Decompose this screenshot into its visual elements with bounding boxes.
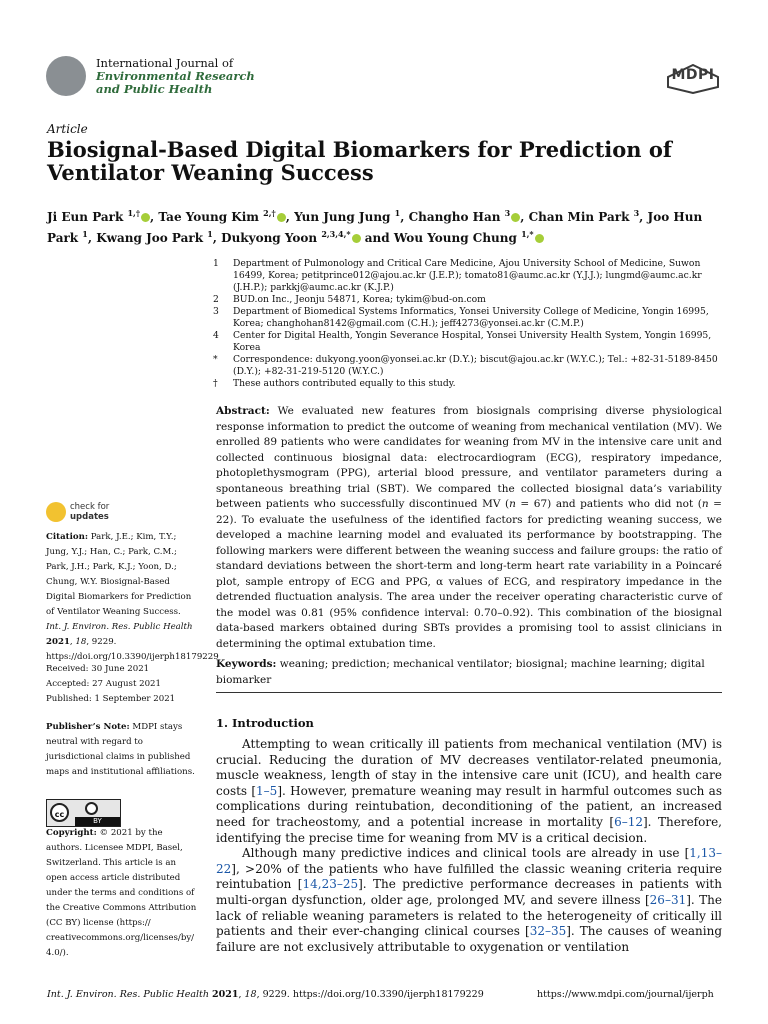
affiliations xyxy=(213,258,728,390)
section-body xyxy=(216,737,722,955)
citation-doi[interactable]: , 9229. https://doi.org/10.3390/ijerph18179229 xyxy=(46,637,219,662)
affiliation-text: Department of Pulmonology and Critical Care Medicine, Ajou University School of Medicine, Suwon 16499, Korea; petitprince012@ajou.ac.kr (J.E.P.); tomato81@aumc.ac.kr (Y.J.J.); lungmd@aumc.ac.kr (J.H.P.); parkkj@aumc.ac.kr (K.J.P.) xyxy=(233,258,702,293)
cc-icon: cc xyxy=(50,803,69,822)
check-updates-label xyxy=(70,503,130,522)
affiliation-text: These authors contributed equally to this study. xyxy=(233,378,456,389)
journal-name-line3: and Public Health xyxy=(96,82,213,96)
text-run: ], >20% of the patients who have fulfilled the classic weaning criteria require reintubation [ xyxy=(216,861,722,892)
author-name: Yun Jung Jung $^1$ xyxy=(294,208,401,224)
footer-journal: Int. J. Environ. Res. Public Health xyxy=(47,989,209,1000)
abstract xyxy=(216,404,722,652)
author-name: Tae Young Kim $^{2,\dagger}$ xyxy=(158,210,285,224)
affiliation-marker: † xyxy=(213,378,218,389)
section-divider xyxy=(216,692,722,693)
author-affiliation-marker: 1,* xyxy=(521,229,534,239)
abstract-label: Abstract: xyxy=(216,405,270,417)
publisher-note-text: MDPI stays neutral with regard to jurisdictional claims in published maps and institutional affiliations. xyxy=(46,722,195,777)
mdpi-logo xyxy=(666,64,720,94)
citation-link[interactable]: 14,23–25 xyxy=(302,877,359,892)
copyright-text: © 2021 by the authors. Licensee MDPI, Basel, Switzerland. This article is an open access article distributed under the terms and conditions of the Creative Commons Attribution (CC BY) license (https:// creativecommons.org/licenses/by/ 4.0/). xyxy=(46,828,197,958)
orcid-icon[interactable] xyxy=(535,234,544,243)
affiliation-row xyxy=(213,378,728,390)
citation-volume: 18 xyxy=(75,637,87,647)
affiliation-text: BUD.on Inc., Jeonju 54871, Korea; tykim@bud-on.com xyxy=(233,294,486,305)
citation-link[interactable]: 1,13–22 xyxy=(216,846,722,876)
author-affiliation-marker: 2,† xyxy=(263,208,276,218)
footer-citation: Int. J. Environ. Res. Public Health 2021, 18, 9229. https://doi.org/10.3390/ijerph18179229 xyxy=(47,989,484,1000)
mdpi-logo-text: MDPI xyxy=(671,67,715,83)
affiliation-row xyxy=(213,258,728,294)
author-name: Joo Hun Park $^1$ xyxy=(47,210,703,245)
author-name: Wou Young Chung $^{1,*}$ xyxy=(394,231,544,245)
affiliation-marker: 3 xyxy=(213,306,219,317)
journal-name-line1: International Journal of xyxy=(96,56,234,70)
citation-text: Park, J.E.; Kim, T.Y.; Jung, Y.J.; Han, C.; Park, C.M.; Park, J.H.; Park, K.J.; Yoon, D.; Chung, W.Y. Biosignal-Based Digital Biomarkers for Prediction of Ventilator Weaning Success. xyxy=(46,532,192,617)
text-run: ]. The lack of reliable weaning parameters is related to the heterogeneity of critically ill patients and their ever-changing clinical courses [ xyxy=(216,892,722,939)
affiliation-marker: 2 xyxy=(213,294,219,305)
author-name: Changho Han $^3$ xyxy=(409,210,521,224)
author-affiliation-marker: 1 xyxy=(207,229,213,239)
article-type: Article xyxy=(47,122,88,136)
author-name: Kwang Joo Park $^1$ xyxy=(96,229,213,245)
orcid-icon[interactable] xyxy=(277,213,286,222)
copyright-label: Copyright: xyxy=(46,828,97,838)
text-run: Attempting to wean critically ill patients from mechanical ventilation (MV) is crucial. Reducing the duration of MV decreases ventilator-related pneumonia, muscle weakness, length of stay in the intensive care unit (ICU), and health care costs [ xyxy=(216,737,722,798)
citation-block: Citation: Park, J.E.; Kim, T.Y.; Jung, Y.J.; Han, C.; Park, C.M.; Park, J.H.; Park, K.J.; Yoon, D.; Chung, W.Y. Biosignal-Based Digital Biomarkers for Prediction of Ventilator Weaning Success. Int. J. Environ. Res. Public Health 2021, 18, 9229. https://doi.org/10.3390/ijerph18179229 xyxy=(46,532,219,662)
cc-by-license-icon[interactable] xyxy=(46,799,121,827)
citation-link[interactable]: 6–12 xyxy=(614,814,643,829)
author-affiliation-marker: 3 xyxy=(633,208,640,218)
publisher-note xyxy=(46,720,198,780)
author-name: Chan Min Park $^3$ xyxy=(528,208,640,224)
orcid-icon[interactable] xyxy=(352,234,361,243)
keywords-label: Keywords: xyxy=(216,658,277,670)
affiliation-text: Correspondence: dukyong.yoon@yonsei.ac.kr (D.Y.); biscut@ajou.ac.kr (W.Y.C.); Tel.: +82-31-5189-8450 (D.Y.); +82-31-219-5120 (W.Y.C.) xyxy=(233,354,718,377)
citation-link[interactable]: 1–5 xyxy=(256,783,278,798)
citation-journal: Int. J. Environ. Res. Public Health xyxy=(46,622,193,632)
author-name: Ji Eun Park $^{1,\dagger}$ xyxy=(47,210,150,224)
footer-doi[interactable]: , 9229. https://doi.org/10.3390/ijerph18179229 xyxy=(256,989,484,1000)
paragraph xyxy=(216,737,722,846)
keywords-text: weaning; prediction; mechanical ventilator; biosignal; machine learning; digital biomarker xyxy=(216,658,705,686)
author-name: Dukyong Yoon $^{2,3,4,*}$ xyxy=(221,231,360,245)
author-affiliation-marker: 3 xyxy=(504,208,511,218)
affiliation-row xyxy=(213,354,728,378)
check-updates-icon xyxy=(46,502,66,522)
author-affiliation-marker: 1 xyxy=(82,229,88,239)
affiliation-text: Center for Digital Health, Yongin Severance Hospital, Yonsei University Health System, Yongin 16995, Korea xyxy=(233,330,712,353)
keywords xyxy=(216,657,722,688)
by-label: BY xyxy=(75,817,120,826)
text-run: ]. However, premature weaning may result in harmful outcomes such as complications during reintubation, deconditioning of the patient, an increased need for tracheostomy, and a potential increase in mortality [ xyxy=(216,783,722,829)
published-date: Published: 1 September 2021 xyxy=(46,694,176,704)
author-affiliation-marker: 1,† xyxy=(127,208,141,218)
affiliation-row xyxy=(213,306,728,330)
paragraph xyxy=(216,846,722,955)
text-run: ]. The predictive performance decreases in patients with multi-organ dysfunction, older age, prolonged MV, and severe illness [ xyxy=(216,877,722,907)
affiliation-text: Department of Biomedical Systems Informatics, Yonsei University College of Medicine, Yongin 16995, Korea; changhohan8142@gmail.com (C.H.); jeff4273@yonsei.ac.kr (C.M.P.) xyxy=(233,306,709,329)
check-updates-line2: updates xyxy=(70,511,109,522)
journal-name xyxy=(96,57,255,96)
affiliation-marker: * xyxy=(213,354,218,365)
article-title: Biosignal-Based Digital Biomarkers for Prediction of Ventilator Weaning Success xyxy=(47,137,672,185)
check-updates-line1: check for xyxy=(70,502,110,512)
citation-link[interactable]: 32–35 xyxy=(529,924,567,939)
citation-label: Citation: xyxy=(46,532,89,542)
text-run: Although many predictive indices and clinical tools are already in use [ xyxy=(242,846,690,861)
abstract-text: We evaluated new features from biosignals comprising diverse physiological response information to predict the outcome of weaning from mechanical ventilation (MV). We enrolled 89 patients who were candidates for weaning from MV in the intensive care unit and collected continuous biosignal data: electrocardiogram (ECG), respiratory impedance, photoplethysmogram (PPG), arterial blood pressure, and ventilator parameters during a spontaneous breathing trial (SBT). We compared the collected biosignal data’s variability between patients who successfully discontinued MV (n = 67) and patients who did not (n = 22). To evaluate the usefulness of the identified factors for predicting weaning success, we developed a machine learning model and evaluated its performance by bootstrapping. The following markers were different between the weaning success and failure groups: the ratio of standard deviations between the short-term and long-term heart rate variability in a Poincaré plot, sample entropy of ECG and PPG, α values of ECG, and respiratory impedance in the detrended fluctuation analysis. The area under the receiver operating characteristic curve of the model was 0.81 (95% confidence interval: 0.70–0.92). This combination of the biosignal data-based markers obtained during SBTs provides a promising tool to assist clinicians in determining the optimal extubation time. xyxy=(216,405,722,650)
footer-year: 2021 xyxy=(212,989,239,1000)
received-date: Received: 30 June 2021 xyxy=(46,664,150,674)
author-list: Ji Eun Park $^{1,\dagger}$ , Tae Young Kim $^{2,\dagger}$ , Yun Jung Jung $^1$, Changho Han $^3$ , Chan Min Park $^3$, Joo Hun Park $^1$, Kwang Joo Park $^1$, Dukyong Yoon $^{2,3,4,*}$ and Wou Young Chung $^{1,*}$ xyxy=(47,208,703,245)
affiliation-row xyxy=(213,330,728,354)
affiliation-marker: 4 xyxy=(213,330,219,341)
journal-logo xyxy=(46,56,86,96)
text-run: ]. Therefore, identifying the precise time for weaning from MV is a critical decision. xyxy=(216,814,722,845)
accepted-date: Accepted: 27 August 2021 xyxy=(46,679,161,689)
orcid-icon[interactable] xyxy=(511,213,520,222)
publisher-note-label: Publisher’s Note: xyxy=(46,722,130,732)
orcid-icon[interactable] xyxy=(141,213,150,222)
attribution-person-icon xyxy=(85,802,98,815)
journal-name-line2: Environmental Research xyxy=(96,69,255,83)
section-heading: 1. Introduction xyxy=(216,716,314,730)
author-affiliation-marker: 1 xyxy=(394,208,401,218)
copyright-block xyxy=(46,826,198,961)
dates-block xyxy=(46,662,198,707)
citation-year: 2021 xyxy=(46,637,70,647)
affiliation-marker: 1 xyxy=(213,258,219,269)
affiliation-row xyxy=(213,294,728,306)
text-run: ]. The causes of weaning failure are not exclusively attributable to oxygenation or ventilation xyxy=(216,924,722,954)
citation-link[interactable]: 26–31 xyxy=(649,892,687,907)
footer-journal-url[interactable]: https://www.mdpi.com/journal/ijerph xyxy=(537,989,714,1000)
author-affiliation-marker: 2,3,4,* xyxy=(321,229,351,239)
footer-volume: 18 xyxy=(244,989,257,1000)
